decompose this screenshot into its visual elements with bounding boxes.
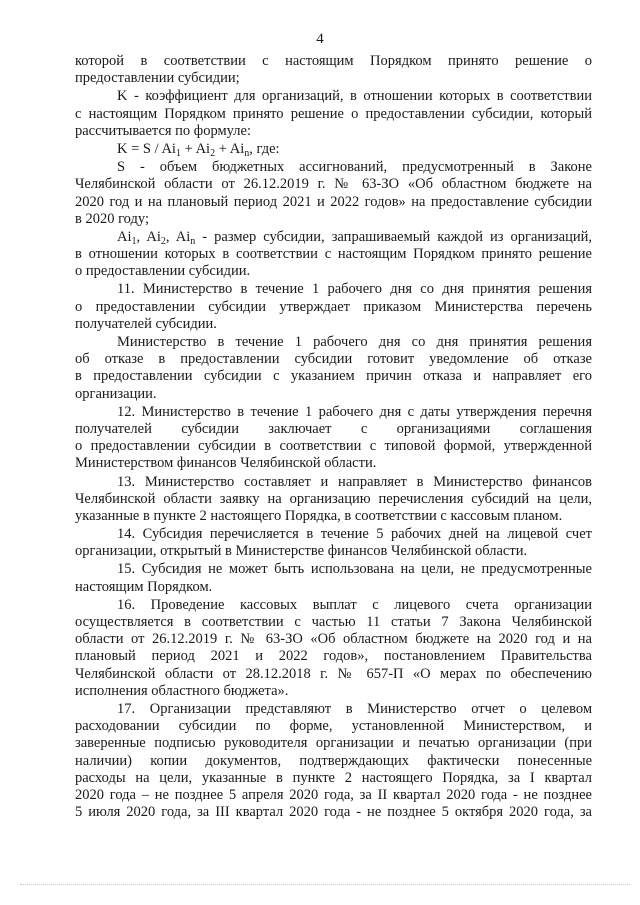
formula-text: + Ai [180,140,211,157]
text-line: которой в соответствии с настоящим Порядком принято решение о [75,53,592,69]
text-line: осуществляется в соответствии с частью 11 статьи 7 Закона Челябинской [75,614,592,630]
page-number: 4 [316,31,324,47]
text-line: организации. [75,385,157,402]
scan-artifact-line [20,884,630,885]
text-line [75,229,592,246]
formula-line [75,141,592,158]
paragraph [75,88,592,140]
text-line: о предоставлении субсидии в соответствии с типовой формой, утвержденной [75,438,592,455]
text-line: 17. Организации представляют в Министерство отчет о целевом [117,700,592,717]
paragraph [75,229,592,281]
paragraph [75,53,592,87]
formula-subscript: 1 [175,147,181,159]
text-line: получателей субсидии. [75,315,217,332]
text-line: рассчитывается по формуле: [75,122,251,139]
paragraph-item-16 [75,597,592,700]
text-line: в отношении которых в соответствии с настоящим Порядком принято решение [75,246,592,263]
formula-text: K = S / Ai [117,140,176,157]
text-line: исполнения областного бюджета». [75,682,289,699]
text-line: об отказе в предоставлении субсидии готовит уведомление об отказе [75,351,592,368]
text-line: Челябинской области заявку на организацию перечисления субсидий на цели, [75,490,592,507]
paragraph-item-17 [75,701,592,821]
text-line: Министерство в течение 1 рабочего дня со дня принятия решения [117,334,592,350]
text-line: наличии) копии документов, подтверждающих фактически понесенные [75,752,592,769]
variable-text: - размер субсидии, запрашиваемый каждой из организаций, [195,228,592,245]
variable-text: , Ai [165,228,191,245]
variable-subscript: n [190,235,196,247]
text-line: 2020 года – не позднее 5 апреля 2020 года, за II квартал 2020 года - не позднее [75,786,592,803]
paragraph-item-13 [75,474,592,526]
variable-subscript: 2 [160,235,166,247]
text-line: о предоставлении субсидии утверждает приказом Министерства перечень [75,298,592,315]
text-line: заверенные подписью руководителя организации и печатью организации (при [75,735,592,752]
variable-subscript: 1 [131,235,137,247]
text-line: 15. Субсидия не может быть использована на цели, не предусмотренные [117,561,592,578]
text-line: расходы на цели, указанные в пункте 2 настоящего Порядка, за I квартал [75,769,592,786]
text-line: получателей субсидии заключает с организациями соглашения [75,420,592,437]
text-line: K - коэффициент для организаций, в отношении которых в соответствии [117,88,592,105]
text-line: S - объем бюджетных ассигнований, предусмотренный в Законе [117,159,592,176]
formula-text: + Ai [215,140,245,157]
text-line: предоставлении субсидии; [75,70,240,87]
text-line: 5 июля 2020 года, за III квартал 2020 года - не позднее 5 октября 2020 года, за [75,804,592,821]
text-line: 13. Министерство составляет и направляет в Министерство финансов [117,473,592,490]
text-line: 11. Министерство в течение 1 рабочего дня со дня принятия решения [117,281,592,298]
text-line: плановый период 2021 и 2022 годов», постановлением Правительства [75,648,592,665]
text-line: Челябинской области от 26.12.2019 г. № 63-ЗО «Об областном бюджете на [75,176,592,193]
text-line: 12. Министерство в течение 1 рабочего дня с даты утверждения перечня [117,403,592,420]
text-line: Челябинской области от 28.12.2018 г. № 657-П «О мерах по обеспечению [75,665,592,682]
paragraph-item-15 [75,561,592,595]
text-line: 16. Проведение кассовых выплат с лицевого счета организации [117,596,592,613]
text-line: в 2020 году; [75,210,149,227]
text-line: организации, открытый в Министерстве финансов Челябинской области. [75,543,528,560]
document-body [75,53,592,821]
variable-text: Ai [117,228,132,245]
formula-text: , где: [249,140,280,157]
formula-subscript: n [244,147,250,159]
text-line: расходовании субсидии по форме, установленной Министерством, и [75,718,592,735]
formula-paragraph [75,141,592,158]
text-line: 14. Субсидия перечисляется в течение 5 рабочих дней на лицевой счет [117,526,592,543]
text-line: Министерством финансов Челябинской области. [75,455,377,472]
paragraph [75,334,592,403]
text-line: о предоставлении субсидии. [75,263,251,280]
text-line: указанные в пункте 2 настоящего Порядка, в соответствии с кассовым планом. [75,507,563,524]
text-line: в предоставлении субсидии с указанием причин отказа и направляет его [75,368,592,385]
text-line: с настоящим Порядком принято решение о предоставлении субсидии, который [75,105,592,122]
text-line: области от 26.12.2019 г. № 63-ЗО «Об областном бюджете на 2020 год и на [75,631,592,648]
formula-subscript: 2 [210,147,216,159]
paragraph [75,159,592,228]
paragraph-item-12 [75,404,592,473]
text-line: настоящим Порядком. [75,578,213,595]
text-line: 2020 год и на плановый период 2021 и 2022 годов» на предоставление субсидии [75,193,592,210]
variable-text: , Ai [136,228,161,245]
paragraph-item-14 [75,526,592,560]
paragraph-item-11 [75,281,592,333]
